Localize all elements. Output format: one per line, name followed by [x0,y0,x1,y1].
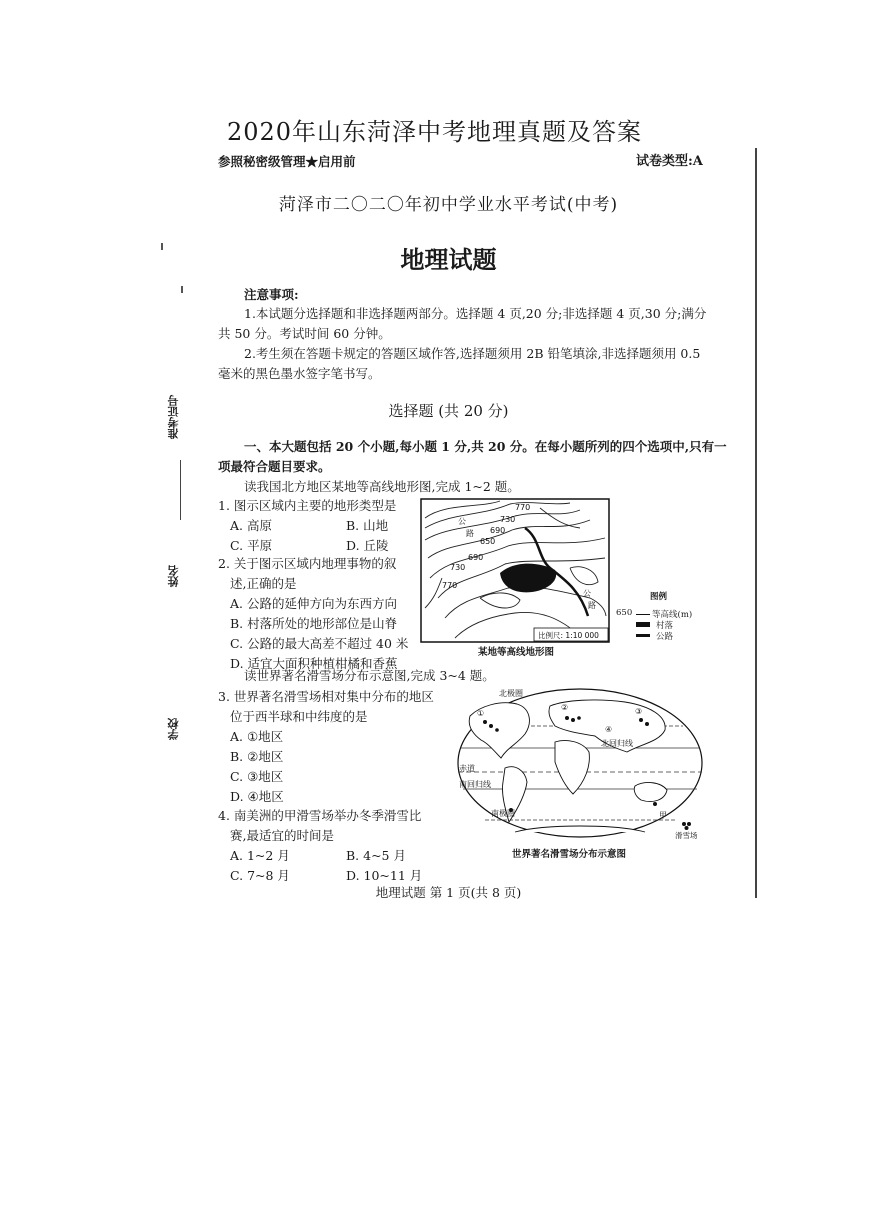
notice-item-1-line-2: 共 50 分。考试时间 60 分钟。 [218,326,391,341]
part1-line-1: 一、本大题包括 20 个小题,每小题 1 分,共 20 分。在每小题所列的四个选项中,只有一 [244,439,727,454]
legend-road-label: 公路 [656,632,674,642]
q4-option-a[interactable]: A. 1~2 月 [230,848,290,863]
q3-stem-line-1: 3. 世界著名滑雪场相对集中分布的地区 [218,689,434,704]
legend-contour-sample: 650 [616,608,633,618]
q4-option-c[interactable]: C. 7~8 月 [230,868,290,883]
q2-stem-line-2: 述,正确的是 [230,576,297,591]
ski-resort-dot [483,720,487,724]
q2-stem-line-1: 2. 关于图示区域内地理事物的叙 [218,556,397,571]
legend-contour-line [636,614,650,615]
margin-dot [161,243,163,250]
ski-legend-label: 滑雪场 [675,831,698,840]
q3-stem-line-2: 位于西半球和中纬度的是 [230,709,368,724]
q2-option-b[interactable]: B. 村落所处的地形部位是山脊 [230,616,398,631]
road-label: 公 [458,517,466,526]
legend-road-swatch [636,634,650,637]
section-title: 选择题 (共 20 分) [388,402,509,420]
contour-label: 690 [490,526,506,535]
contour-label: 730 [450,563,466,572]
q1-option-b[interactable]: B. 山地 [346,518,389,533]
jia-label: 甲 [659,811,667,820]
world-ski-map [455,686,705,841]
q3-option-a[interactable]: A. ①地区 [230,729,284,744]
q3-option-c[interactable]: C. ③地区 [230,769,284,784]
antarctic-circle-label: 南极圈 [491,809,515,818]
name-label: 姓名 [167,565,180,587]
equator-label: 赤道 [459,764,475,773]
q2-option-a[interactable]: A. 公路的延伸方向为东西方向 [230,596,397,611]
contour-label: 650 [480,537,496,546]
question-3 [218,687,458,807]
q3-option-d[interactable]: D. ④地区 [230,789,284,804]
q1-option-a[interactable]: A. 高原 [230,518,272,533]
q4-option-d[interactable]: D. 10~11 月 [346,868,423,883]
exam-title: 菏泽市二〇二〇年初中学业水平考试(中考) [278,195,619,215]
notice-title: 注意事项: [244,287,299,302]
ski-resort-dot [653,802,657,806]
contour-map [420,498,610,643]
contour-map-caption: 某地等高线地形图 [478,647,555,658]
reading-intro-1: 读我国北方地区某地等高线地形图,完成 1~2 题。 [244,479,520,494]
ski-resort-dot [565,716,569,720]
notice-item-2-line-1: 2.考生须在答题卡规定的答题区域作答,选择题须用 2B 铅笔填涂,非选择题须用 0.5 [244,346,701,361]
legend-village-swatch [636,622,650,627]
q4-option-b[interactable]: B. 4~5 月 [346,848,406,863]
ski-resort-dot [495,728,499,732]
q1-option-d[interactable]: D. 丘陵 [346,538,389,553]
document-title: 2020年山东菏泽中考地理真题及答案 [226,118,643,146]
q4-stem-line-2: 赛,最适宜的时间是 [230,828,334,843]
notice-item-2-line-2: 毫米的黑色墨水签字笔书写。 [218,366,381,381]
left-binding-margin [160,230,200,750]
margin-dot [181,286,183,293]
school-label: 学校 [167,718,180,740]
q4-stem-line-1: 4. 南美洲的甲滑雪场举办冬季滑雪比 [218,808,422,823]
ski-resort-dot [489,724,493,728]
ski-resort-dot [645,722,649,726]
road-label: 公 [583,589,591,598]
legend-village-label: 村落 [656,621,674,631]
tropic-south-label: 南回归线 [459,780,491,789]
contour-label: 770 [442,581,458,590]
exam-number-label: 准考证号 [167,395,180,439]
question-1 [218,496,418,556]
part1-instructions [218,437,738,497]
arctic-circle-label: 北极圈 [499,689,523,698]
question-2 [218,554,418,674]
exam-number-blank [180,460,181,520]
paper-type: 试卷类型:A [636,154,703,169]
region-marker-2: ② [561,703,569,712]
q1-option-c[interactable]: C. 平原 [230,538,273,553]
tropic-north-label: 北回归线 [601,739,633,748]
page-footer: 地理试题 第 1 页(共 8 页) [375,885,522,900]
ski-resort-dot [639,718,643,722]
question-4 [218,806,458,886]
region-marker-4: ④ [605,725,613,734]
contour-legend [612,590,722,650]
contour-label: 690 [468,553,484,562]
q2-option-c[interactable]: C. 公路的最大高差不超过 40 米 [230,636,409,651]
q3-option-b[interactable]: B. ②地区 [230,749,284,764]
region-marker-1: ① [477,709,485,718]
region-marker-3: ③ [635,707,643,716]
legend-title: 图例 [650,592,668,602]
ski-resort-dot [577,716,581,720]
part1-line-2: 项最符合题目要求。 [218,459,331,474]
notice-item-1 [218,304,738,344]
ski-resort-dot [571,718,575,722]
road-label: 路 [588,601,596,610]
notice-item-2 [218,344,738,384]
legend-contour-label: 等高线(m) [652,610,693,620]
notice-item-1-line-1: 1.本试题分选择题和非选择题两部分。选择题 4 页,20 分;非选择题 4 页,30 分;满分 [244,306,707,321]
q2-option-d[interactable]: D. 适宜大面积种植柑橘和香蕉 [230,656,398,671]
contour-label: 730 [500,515,516,524]
confidentiality-note: 参照秘密级管理★启用前 [218,154,356,169]
ski-legend-icon [682,822,691,830]
subject-title: 地理试题 [400,245,497,274]
world-map-caption: 世界著名滑雪场分布示意图 [512,849,627,860]
reading-intro-2: 读世界著名滑雪场分布示意图,完成 3~4 题。 [244,668,495,683]
map-scale: 比例尺: 1:10 000 [538,631,599,640]
road-label: 路 [466,529,474,538]
q1-stem: 1. 图示区域内主要的地形类型是 [218,498,397,513]
contour-label: 770 [515,503,531,512]
